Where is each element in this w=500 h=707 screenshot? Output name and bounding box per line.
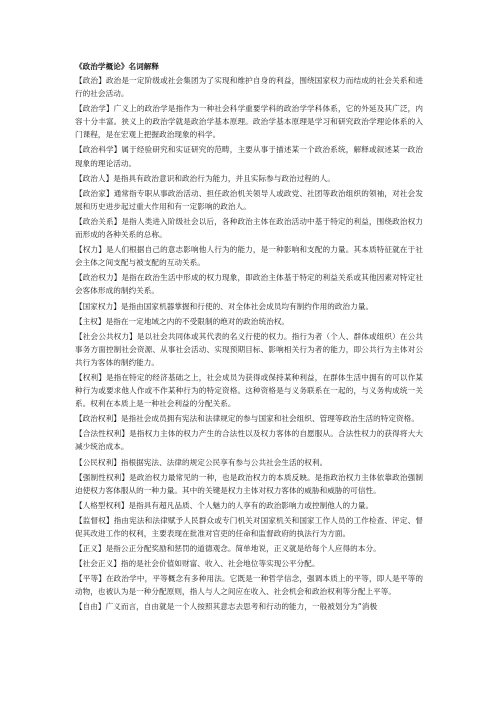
entry-social-justice: 【社会正义】指的是社会价值如财富、收入、社会地位等实现公平分配。	[75, 559, 320, 569]
entry-supervision-rights: 【监督权】指由宪法和法律赋予人民群众或专门机关对国家机关和国家工作人员的工作检查、评定、督促其改进工作的权利，主要表现在批准对官吏的任命和监督政府的执法行为方面。	[75, 515, 423, 538]
entry-equality: 【平等】在政治学中，平等概念有多种用法。它既是一种哲学信念，强调本质上的平等，即人是平等的动物，也被认为是一种分配原则，指人与人之间应在收入、社会机会和政治权利等分配上平等。	[75, 574, 423, 597]
entry-political-power: 【政治权力】是指在政治生活中形成的权力现象，即政治主体基于特定的利益关系或其他因素对特定社会客体形成的制约关系。	[75, 273, 423, 296]
document-page	[75, 60, 423, 616]
entry-rights: 【权利】是指在特定的经济基础之上，社会成员为获得或保持某种利益，在群体生活中拥有的可以作某种行为或要求他人作或不作某种行为的特定资格。这种资格是与义务联系在一起的，与义务构成统一关系。权利在本质上是一种社会利益的分配关系。	[75, 372, 423, 409]
entry-justice: 【正义】是指公正分配奖励和惩罚的道德观念。简单地说，正义就是给每个人应得的本分。	[75, 544, 381, 554]
entry-legitimate-rights: 【合法性权利】是指权力主体的权力产生的合法性以及权力客体的自愿服从。合法性权力的获得将大大减少统治成本。	[75, 429, 423, 452]
entry-statesman: 【政治家】通常指专职从事政治活动、担任政治机关领导人或政党、社团等政治组织的领袖，对社会发展和历史进步起过重大作用和有一定影响的政治人。	[75, 188, 423, 211]
document-title: 《政治学概论》名词解释	[75, 62, 160, 71]
entry-political-rights: 【政治权利】是指社会成员拥有宪法和法律规定的参与国家和社会组织、管理等政治生活的特定资格。	[75, 414, 419, 424]
entry-coercive-rights: 【强制性权利】是政治权力最常见的一种，也是政治权力的本质反映。是指政治权力主体依靠政治强制迫使权力客体服从的一种力量。其中的关键是权力主体对权力客体的威胁和威胁的可信性。	[75, 472, 423, 495]
entry-citizen-rights: 【公民权利】指根据宪法、法律的规定公民享有参与公共社会生活的权利。	[75, 457, 328, 467]
entry-political-person: 【政治人】是指具有政治意识和政治行为能力，并且实际参与政治过程的人。	[75, 173, 335, 183]
entry-political-science-empirical: 【政治科学】属于经验研究和实证研究的范畴，主要从事于描述某一个政治系统，解释或叙述某一政治现象的理论活动。	[75, 145, 423, 168]
entry-freedom: 【自由】广义而言，自由就是一个人按照其意志去思考和行动的能力，一般被划分为“消极	[75, 602, 378, 612]
entry-charismatic-rights: 【人格型权利】是指具有超凡品质、个人魅力的人享有的政治影响力或控制他人的力量。	[75, 500, 374, 510]
entry-public-power: 【社会公共权力】是以社会共同体或其代表的名义行使的权力。指行为者（个人、群体或组织）在公共事务方面控制社会资源、从事社会活动、实现预期目标、影响相关行为者的能力，即公共行为主体对公共行为客体的制约能力。	[75, 331, 423, 367]
entry-sovereignty: 【主权】是指在一定地域之内的不受限制的绝对的政治统治权。	[75, 316, 290, 326]
entry-power: 【权力】是人们根据自己的意志影响他人行为的能力，是一种影响和支配的力量。其本质特征就在于社会主体之间支配与被支配的互动关系。	[75, 245, 423, 268]
entry-state-power: 【国家权力】是指由国家机器掌握和行使的、对全体社会成员均有制约作用的政治力量。	[75, 301, 374, 311]
entry-political-relations: 【政治关系】是指人类进入阶级社会以后，各种政治主体在政治活动中基于特定的利益，围绕政治权力而形成的各种关系的总称。	[75, 216, 423, 240]
entry-politics: 【政治】政治是一定阶级或社会集团为了实现和维护自身的利益，围绕国家权力而结成的社会关系和进行的社会活动。	[75, 76, 423, 99]
entry-political-science: 【政治学】广义上的政治学是指作为一种社会科学重要学科的政治学学科体系，它的外延及其广泛，内容十分丰富。狭义上的政治学就是政治学基本原理。政治学基本原理是学习和研究政治学理论体系的入门课程，是在宏观上把握政治现象的科学。	[75, 104, 423, 140]
